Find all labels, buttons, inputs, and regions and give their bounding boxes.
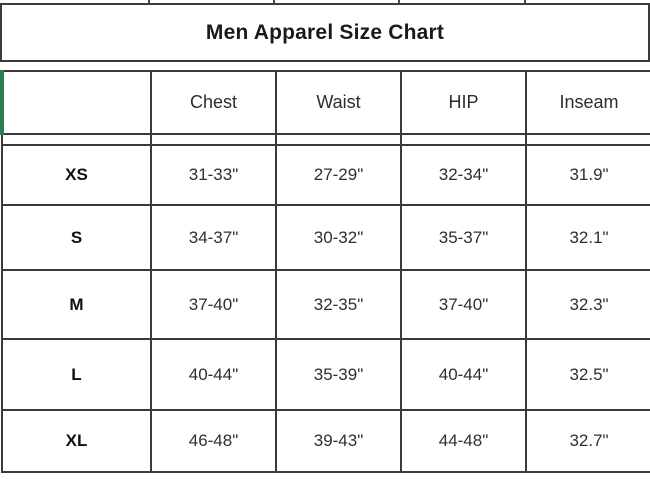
table-row-m <box>2 270 650 339</box>
spacer-cell <box>526 134 650 145</box>
cell-s-inseam: 32.1" <box>526 205 650 270</box>
cell-m-chest: 37-40" <box>151 270 276 339</box>
column-header-chest: Chest <box>151 71 276 134</box>
row-label-s: S <box>2 205 151 270</box>
size-chart-table <box>0 70 650 473</box>
table-row-xs <box>2 145 650 205</box>
row-label-xs: XS <box>2 145 151 205</box>
table-header-row <box>2 71 650 134</box>
cell-xs-inseam: 31.9" <box>526 145 650 205</box>
cell-xl-inseam: 32.7" <box>526 410 650 472</box>
table-row-xl <box>2 410 650 472</box>
row-label-l: L <box>2 339 151 410</box>
cell-m-waist: 32-35" <box>276 270 401 339</box>
cell-l-inseam: 32.5" <box>526 339 650 410</box>
cell-xs-waist: 27-29" <box>276 145 401 205</box>
cell-m-inseam: 32.3" <box>526 270 650 339</box>
chart-title: Men Apparel Size Chart <box>205 20 445 44</box>
cell-xl-hip: 44-48" <box>401 410 526 472</box>
cell-xs-chest: 31-33" <box>151 145 276 205</box>
cell-s-hip: 35-37" <box>401 205 526 270</box>
cell-xl-chest: 46-48" <box>151 410 276 472</box>
column-header-waist: Waist <box>276 71 401 134</box>
row-label-xl: XL <box>2 410 151 472</box>
column-header-inseam: Inseam <box>526 71 650 134</box>
cell-l-hip: 40-44" <box>401 339 526 410</box>
column-header-hip: HIP <box>401 71 526 134</box>
cell-xl-waist: 39-43" <box>276 410 401 472</box>
cell-s-chest: 34-37" <box>151 205 276 270</box>
chart-title-bar <box>0 3 650 62</box>
cell-s-waist: 30-32" <box>276 205 401 270</box>
spacer-cell <box>151 134 276 145</box>
cell-l-waist: 35-39" <box>276 339 401 410</box>
table-row-s <box>2 205 650 270</box>
table-row-l <box>2 339 650 410</box>
spacer-cell <box>2 134 151 145</box>
cell-l-chest: 40-44" <box>151 339 276 410</box>
spacer-cell <box>276 134 401 145</box>
row-label-m: M <box>2 270 151 339</box>
spacer-row <box>2 134 650 145</box>
cell-xs-hip: 32-34" <box>401 145 526 205</box>
cell-m-hip: 37-40" <box>401 270 526 339</box>
spacer-cell <box>401 134 526 145</box>
header-cell-empty <box>2 71 151 134</box>
